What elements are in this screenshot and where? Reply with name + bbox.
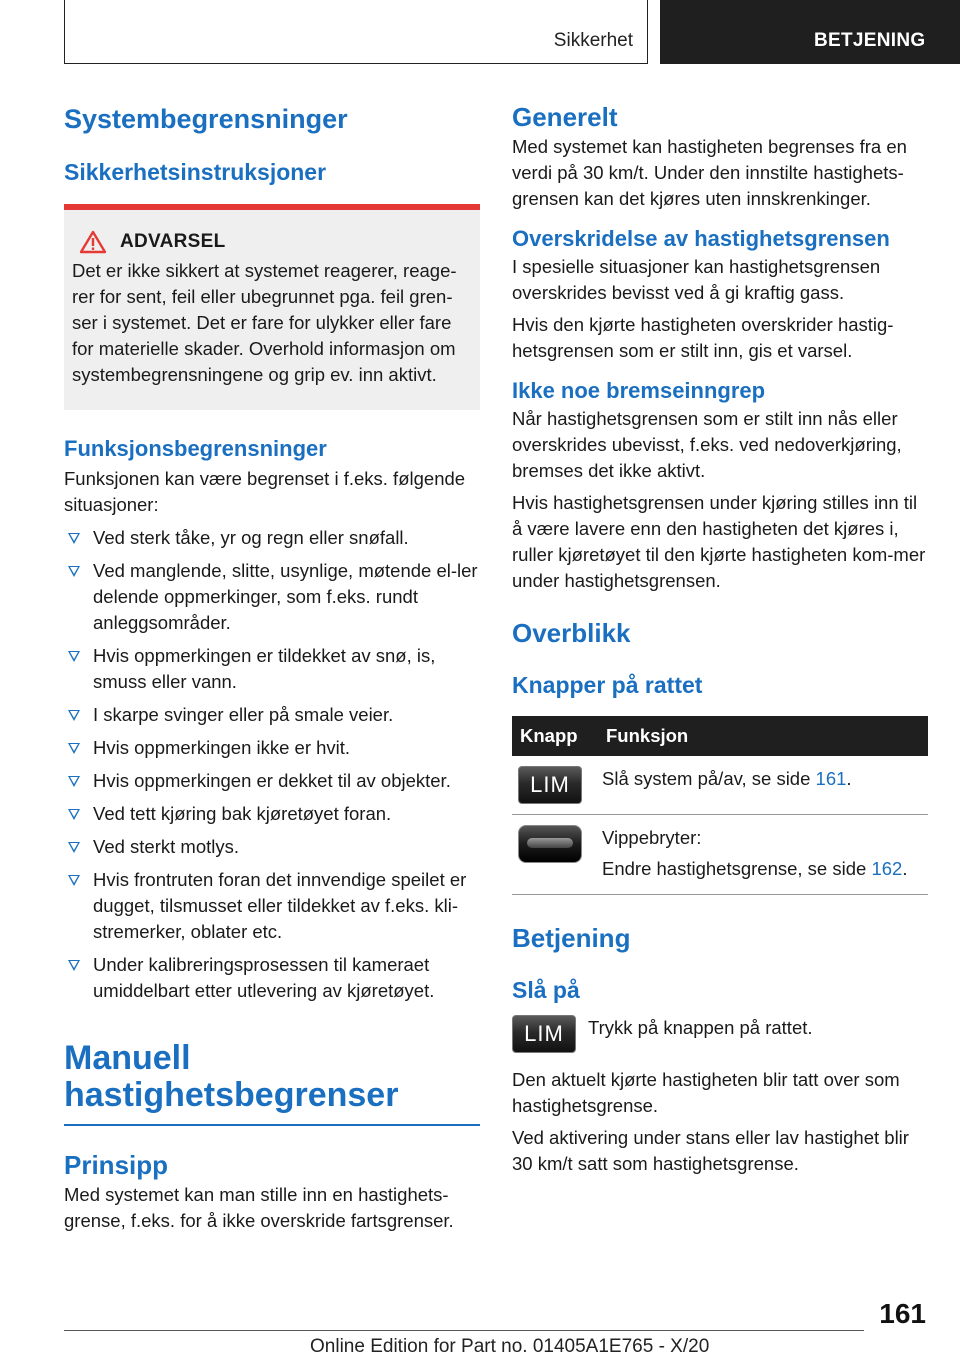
lim-button-icon: LIM [512, 1015, 576, 1053]
safety-heading: Sikkerhetsinstruksjoner [64, 159, 327, 185]
col-function-header: Funksjon [598, 716, 928, 756]
principle-heading: Prinsipp [64, 1149, 169, 1180]
bullet-triangle-icon [68, 960, 80, 971]
nobrake-text-1: Når hastighetsgrensen som er stilt inn nås eller overskrides ubevisst, f.eks. ved nedoverkjøring, bremses det ikke aktivt. [512, 408, 902, 481]
bullet-triangle-icon [68, 533, 80, 544]
list-item: Hvis frontruten foran det innvendige speilet er dugget, tilsmusset eller tildekket av f.eks. kli-stremerker, oblater etc. [64, 867, 480, 945]
warning-box [64, 204, 480, 410]
bullet-triangle-icon [68, 743, 80, 754]
switch-on-text-3: Ved aktivering under stans eller lav hastighet blir 30 km/t satt som hastighetsgrense. [512, 1127, 909, 1174]
header-section-tab [64, 0, 648, 64]
general-text: Med systemet kan hastigheten begrenses fra en verdi på 30 km/t. Under den innstilte hastighets-grensen kan det kjøres uten innskrenkinger. [512, 136, 907, 209]
list-item: Ved manglende, slitte, usynlige, møtende el-ler delende oppmerkinger, som f.eks. rundt anleggsområder. [64, 558, 480, 636]
header-section-label: Sikkerhet [553, 30, 633, 51]
switch-on-text: Trykk på knappen på rattet. [588, 1017, 813, 1038]
bullet-triangle-icon [68, 776, 80, 787]
limits-intro: Funksjonen kan være begrenset i f.eks. følgende situasjoner: [64, 468, 466, 515]
title-rule [64, 1124, 480, 1126]
exceed-text-2: Hvis den kjørte hastigheten overskrider hastig-hetsgrensen som er stilt inn, gis et varsel. [512, 314, 894, 361]
table-row: Vippebryter: Endre hastighetsgrense, se side 162. [512, 815, 928, 895]
bullet-triangle-icon [68, 710, 80, 721]
page-link-161[interactable]: 161 [815, 768, 847, 789]
list-item: Hvis oppmerkingen ikke er hvit. [64, 735, 480, 761]
list-item: Hvis oppmerkingen er tildekket av snø, is, smuss eller vann. [64, 643, 480, 695]
list-item: Ved sterkt motlys. [64, 834, 480, 860]
bullet-triangle-icon [68, 809, 80, 820]
right-column [512, 100, 928, 1177]
switch-on-heading: Slå på [512, 977, 580, 1003]
manual-limiter-title: Manuell hastighetsbegrenser [64, 1039, 399, 1114]
page-number: 161 [879, 1298, 926, 1329]
exceed-text-1: I spesielle situasjoner kan hastighetsgrensen overskrides bevisst ved å gi kraftig gass. [512, 256, 881, 303]
general-heading: Generelt [512, 102, 618, 132]
bullet-triangle-icon [68, 651, 80, 662]
left-column [64, 100, 480, 1234]
buttons-table [512, 716, 928, 895]
buttons-heading: Knapper på rattet [512, 672, 703, 698]
table-row: LIM Slå system på/av, se side 161. [512, 756, 928, 815]
nobrake-heading: Ikke noe bremseinngrep [512, 378, 766, 403]
table-header-row [512, 716, 928, 756]
lim-button-icon: LIM [518, 766, 582, 804]
bullet-triangle-icon [68, 875, 80, 886]
footer-rule [64, 1330, 864, 1331]
warning-text: Det er ikke sikkert at systemet reagerer, reage-rer for sent, feil eller ubegrunnet pga. feil gren-ser i systemet. Det er fare for ulykker eller fare for materielle skader. Overhold informasjon om systembegrensningene og grip ev. inn aktivt. [72, 260, 457, 385]
list-item: Under kalibreringsprosessen til kameraet umiddelbart etter utlevering av kjøretøyet. [64, 952, 480, 1004]
limits-list [64, 525, 480, 1004]
page-link-162[interactable]: 162 [871, 858, 903, 879]
switch-on-row [512, 1015, 928, 1053]
exceed-heading: Overskridelse av hastighetsgrensen [512, 226, 890, 251]
warning-label: ADVARSEL [120, 231, 226, 252]
header-chapter-label: BETJENING [814, 30, 926, 51]
warning-title [72, 230, 472, 254]
switch-on-text-2: Den aktuelt kjørte hastigheten blir tatt over som hastighetsgrense. [512, 1069, 900, 1116]
warning-triangle-icon [80, 230, 106, 254]
bullet-triangle-icon [68, 842, 80, 853]
list-item: Ved sterk tåke, yr og regn eller snøfall. [64, 525, 480, 551]
header-chapter-tab [660, 0, 960, 64]
list-item: Ved tett kjøring bak kjøretøyet foran. [64, 801, 480, 827]
rocker-switch-icon [518, 825, 582, 863]
page-title: Systembegrensninger [64, 104, 348, 134]
col-button-header: Knapp [512, 716, 598, 756]
principle-text: Med systemet kan man stille inn en hastighets-grense, f.eks. for å ikke overskride fartsgrenser. [64, 1183, 454, 1231]
list-item: I skarpe svinger eller på smale veier. [64, 702, 480, 728]
list-item: Hvis oppmerkingen er dekket til av objekter. [64, 768, 480, 794]
overview-heading: Overblikk [512, 618, 631, 648]
operation-heading: Betjening [512, 923, 631, 953]
bullet-triangle-icon [68, 566, 80, 577]
limits-heading: Funksjonsbegrensninger [64, 436, 327, 461]
nobrake-text-2: Hvis hastighetsgrensen under kjøring stilles inn til å være lavere enn den hastigheten det kjøres i, ruller kjøretøyet til den kjørte hastigheten kom-mer under hastighetsgrensen. [512, 492, 926, 591]
footer-edition: Online Edition for Part no. 01405A1E765 - X/20 [310, 1336, 710, 1357]
